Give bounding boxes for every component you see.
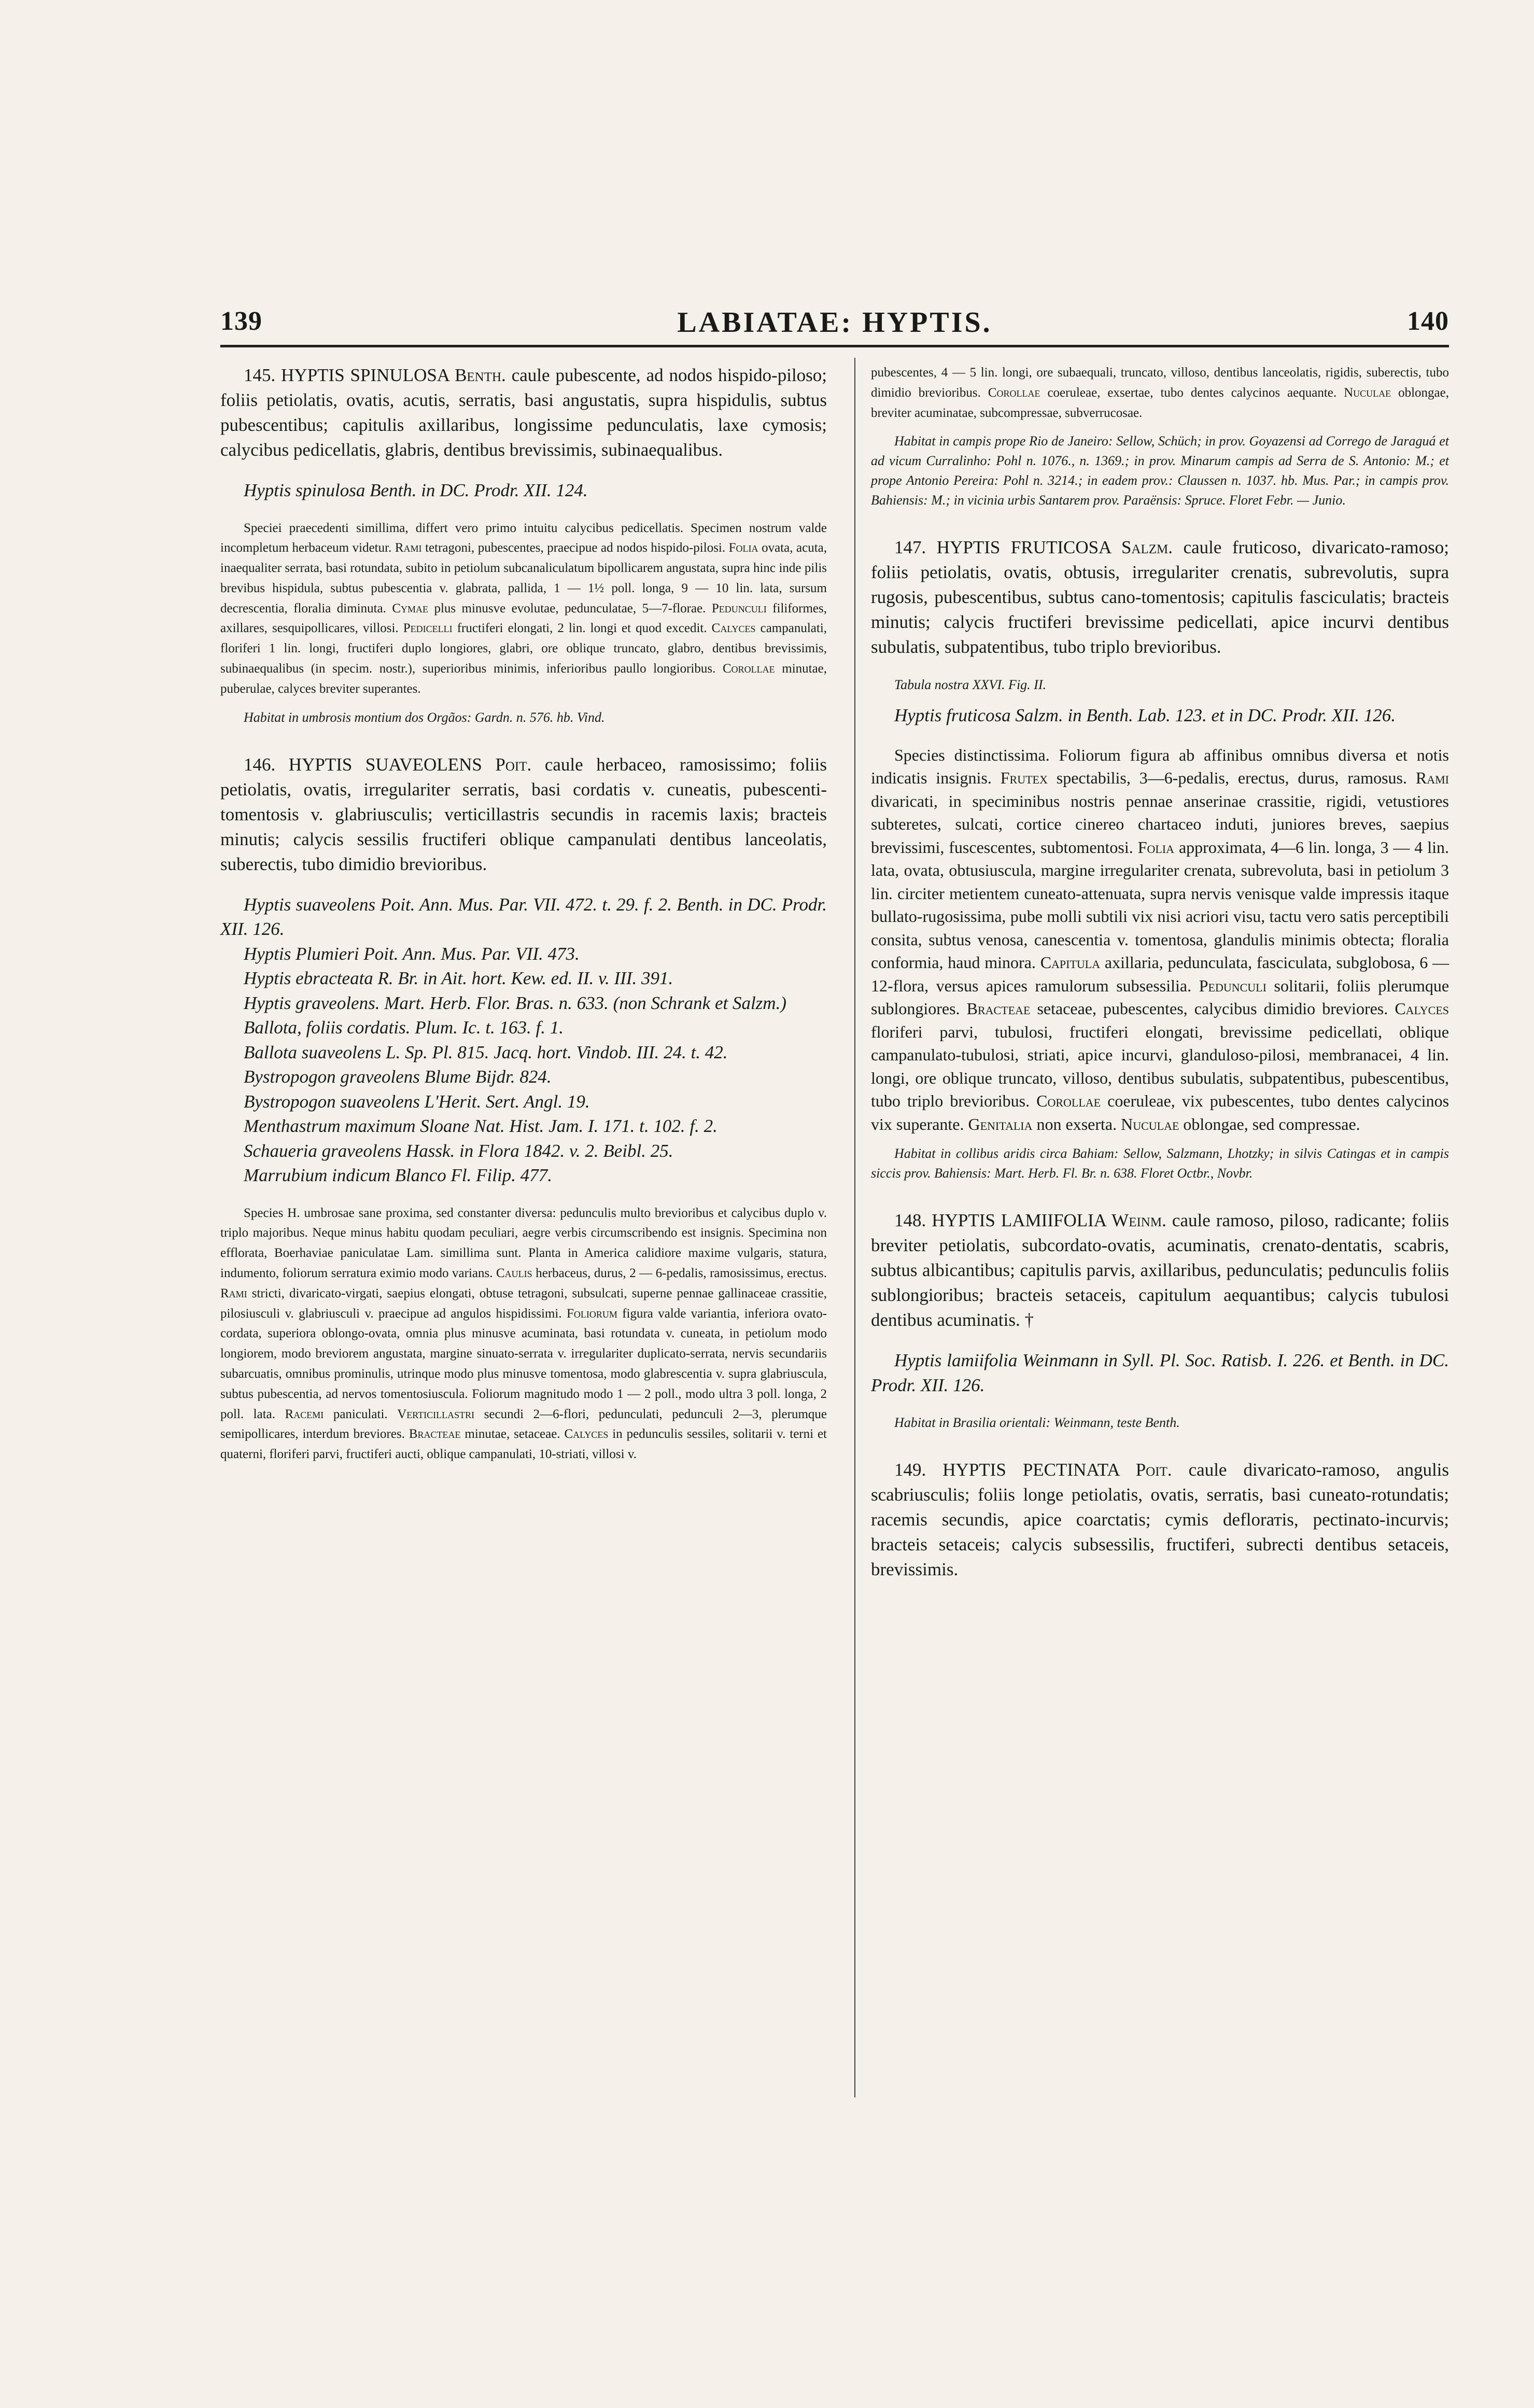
organ-label: Foliorum — [566, 1306, 617, 1321]
organ-label: Rami — [220, 1286, 247, 1300]
species-146-description — [220, 1203, 827, 1465]
species-147-head: 147. HYPTIS FRUTICOSA — [894, 537, 1111, 558]
desc-text: fructiferi elongati, 2 lin. longi et quod excedit. — [457, 621, 707, 636]
column-divider — [854, 358, 855, 2097]
synonym-citation: Hyptis Plumieri Poit. Ann. Mus. Par. VII. 473. — [244, 943, 580, 964]
desc-text: in pedunculis sessiles, solitarii v. terni et quaterni, floriferi parvi, fructiferi aucti, oblique campanulati, 10-striati, villosi v. — [220, 1427, 827, 1462]
desc-text: plus minusve evolutae, pedunculatae, 5—7-florae. — [434, 601, 706, 615]
species-149-head: 149. HYPTIS PECTINATA — [894, 1460, 1119, 1480]
species-146-description-continued — [871, 363, 1449, 423]
species-146-diagnosis — [220, 752, 827, 877]
desc-text: pubescentes, 4 — 5 lin. longi, ore subaequali, truncato, villoso, dentibus lanceolatis, rigidis, suberectis, tubo dimidio brevioribus. — [871, 366, 1449, 400]
page-header — [220, 306, 1449, 347]
species-146-author: Poit. — [495, 754, 532, 775]
species-148-head: 148. HYPTIS LAMIIFOLIA — [894, 1210, 1106, 1231]
organ-label: Caulis — [496, 1266, 532, 1281]
desc-text: coeruleae, exsertae, tubo dentes calycinos aequante. — [1047, 385, 1337, 400]
organ-label: Calyces — [711, 621, 756, 636]
organ-label: Bracteae — [409, 1427, 461, 1441]
desc-text: figura valde variantia, inferiora ovato-cordata, superiora oblongo-ovata, omnia plus minusve acuminata, basi rotundata v. cuneata, in petiolum modo longiorem, modo breviorem angustata, margine sinuato-serrata v. irregulariter duplicato-serrata, nervis secundariis subarcuatis, omnibus prominulis, utrinque modo plus minusve tomentosa, modo glabrescentia v. supra glabriuscula, subtus pubescentia, ad nervos tomentosiuscula. Foliorum magnitudo modo 1 — 2 poll., modo ultra 3 poll. longa, 2 poll. lata. — [220, 1306, 827, 1421]
organ-label: Rami — [1415, 768, 1449, 788]
synonym-citation: Bystropogon graveolens Blume Bijdr. 824. — [244, 1067, 552, 1087]
desc-text: stricti, divaricato-virgati, saepius elongati, obtuse tetragoni, subsulcati, superne pennae gallinaceae crassitie, pilosiusculi v. glabriusculi v. praecipue ad angulos hispidissimi. — [220, 1286, 827, 1321]
synonym-citation: Schaueria graveolens Hassk. in Flora 1842. v. 2. Beibl. 25. — [244, 1140, 673, 1161]
desc-text: minutae, puberulae, calyces breviter superantes. — [220, 662, 827, 696]
species-146-diagnosis-text: caule herbaceo, ramosissimo; foliis petiolatis, ovatis, irregulariter serratis, basi cordatis v. cuneatis, pubescenti-tomentosis v. glabriusculis; verticillastris secundis in racemis laxis; bracteis minutis; calycis sessilis fructiferi oblique campanulati dentibus lanceolatis, suberectis, tubo dimidio brevioribus. — [220, 754, 827, 874]
species-148-habitat: Habitat in Brasilia orientali: Weinmann, teste Benth. — [894, 1415, 1180, 1431]
desc-text: oblongae, breviter acuminatae, subcompressae, subverrucosae. — [871, 385, 1449, 420]
organ-label: Rami — [395, 541, 422, 555]
synonym-citation: Hyptis graveolens. Mart. Herb. Flor. Bras. n. 633. (non Schrank et Salzm.) — [244, 992, 786, 1013]
synonym-citation: Hyptis ebracteata R. Br. in Ait. hort. Kew. ed. II. v. III. 391. — [244, 968, 673, 989]
synonym-citation: Marrubium indicum Blanco Fl. Filip. 477. — [244, 1165, 552, 1186]
species-145-head: 145. HYPTIS SPINULOSA — [244, 365, 449, 385]
desc-text: minutae, setaceae. — [465, 1427, 560, 1441]
organ-label: Corollae — [988, 385, 1040, 400]
species-147-diagnosis — [871, 535, 1449, 660]
desc-text: herbaceus, durus, 2 — 6-pedalis, ramosissimus, erectus. — [536, 1266, 827, 1281]
species-148-author: Weinm. — [1111, 1210, 1166, 1231]
organ-label: Pedicelli — [403, 621, 453, 636]
species-145-citation: Hyptis spinulosa Benth. in DC. Prodr. XII. 124. — [244, 480, 588, 500]
organ-label: Racemi — [285, 1407, 324, 1421]
species-147-description — [871, 744, 1449, 1136]
organ-label: Nuculae — [1121, 1114, 1179, 1133]
left-page-number: 139 — [220, 306, 262, 336]
synonym-citation: Ballota suaveolens L. Sp. Pl. 815. Jacq. hort. Vindob. III. 24. t. 42. — [244, 1042, 728, 1062]
organ-label: Verticillastri — [397, 1407, 475, 1421]
desc-text: Speciei praecedenti simillima, differt vero primo intuitu calycibus pedicellatis. Specimen nostrum valde incompletum herbaceum videtur. — [220, 521, 827, 555]
running-title: LABIATAE: HYPTIS. — [677, 306, 992, 339]
species-148-diagnosis — [871, 1208, 1449, 1333]
desc-text: solitarii, foliis plerumque sublongiores. — [871, 976, 1449, 1018]
species-145-description — [220, 519, 827, 699]
species-147-habitat: Habitat in collibus aridis circa Bahiam: Sellow, Salzmann, Lhotzky; in silvis Catingas et in campis siccis prov. Bahiensis: Mart. Herb. Fl. Br. n. 638. Floret Octbr., Novbr. — [871, 1146, 1449, 1181]
organ-label: Bracteae — [966, 999, 1031, 1018]
species-146-head: 146. HYPTIS SUAVEOLENS — [244, 754, 482, 775]
organ-label: Capitula — [1040, 953, 1101, 972]
species-147-author: Salzm. — [1121, 537, 1173, 558]
species-148-citation: Hyptis lamiifolia Weinmann in Syll. Pl. Soc. Ratisb. I. 226. et Benth. in DC. Prodr. XII. 126. — [871, 1350, 1449, 1395]
species-147-plate-reference: Tabula nostra XXVI. Fig. II. — [894, 677, 1046, 693]
desc-text: oblongae, sed compressae. — [1183, 1114, 1360, 1133]
desc-text: axillaria, pedunculata, fasciculata, subglobosa, 6 — 12-flora, versus apices ramulorum subsessilia. — [871, 953, 1449, 995]
desc-text: campanulati, floriferi 1 lin. longi, fructiferi duplo longiores, glabri, ore oblique truncato, glabro, dentibus brevissimis, subinaequalibus (in specim. nostr.), superioribus minimis, inferioribus paullo longioribus. — [220, 621, 827, 676]
species-145-habitat: Habitat in umbrosis montium dos Orgãos: Gardn. n. 576. hb. Vind. — [244, 709, 605, 725]
right-column — [871, 363, 1449, 1582]
desc-text: floriferi parvi, tubulosi, fructiferi elongati, brevissime pedicellati, oblique campanulato-tubulosi, striati, apice incurvi, glanduloso-pilosi, membranacei, 4 lin. longi, ore oblique truncato, villoso, dentibus subulatis, subpatentibus, pubescentibus, tubo triplo brevioribus. — [871, 1022, 1449, 1111]
species-147-diagnosis-text: caule fruticoso, divaricato-ramoso; foliis petiolatis, ovatis, obtusis, irregulariter crenatis, subrevolutis, supra rugosis, pubescentibus, subtus cano-tomentosis; capitulis fasciculatis; bracteis minutis; calycis fructiferi brevissime pedicellati, apice incurvi dentibus subulatis, subpatentibus, tubo triplo brevioribus. — [871, 537, 1449, 657]
desc-text: Species H. umbrosae sane proxima, sed constanter diversa: pedunculis multo brevioribus et calycibus duplo v. triplo majoribus. Neque minus habitu quodam peculiari, aegre verbis circumscribendo est insignis. Specimina non efflorata, Boerhaviae paniculatae Lam. simillima sunt. Planta in America calidiore maxime vulgaris, statura, indumento, foliorum serratura eximio modo varians. — [220, 1206, 827, 1281]
species-146-synonymy — [220, 892, 827, 1188]
synonym-citation: Hyptis suaveolens Poit. Ann. Mus. Par. VII. 472. t. 29. f. 2. Benth. in DC. Prodr. XII. 126. — [220, 894, 827, 940]
desc-text: coeruleae, vix pubescentes, tubo dentes calycinos vix superante. — [871, 1091, 1449, 1133]
synonym-citation: Menthastrum maximum Sloane Nat. Hist. Jam. I. 171. t. 102. f. 2. — [244, 1116, 717, 1137]
species-146-habitat: Habitat in campis prope Rio de Janeiro: Sellow, Schüch; in prov. Goyazensi ad Corrego de Jaraguá et ad vicum Curralinho: Pohl n. 1076., n. 1369.; in prov. Minarum campis ad Serra de S. Antonio: M.; et prope Antonio Pereira: Pohl n. 3214.; in eadem prov.: Claussen n. 1037. hb. Mus. Par.; in campis prov. Bahiensis: M.; in vicinia urbis Santarem prov. Paraënsis: Spruce. Floret Febr. — Junio. — [871, 433, 1449, 508]
organ-label: Pedunculi — [711, 601, 767, 615]
desc-text: divaricati, in speciminibus nostris pennae anserinae crassitie, rigidi, vetustiores subteretes, sulcati, cortice cinereo chartaceo induti, juniores breves, saepius brevissimi, fuscescentes, subtomentosi. — [871, 791, 1449, 857]
desc-text: spectabilis, 3—6-pedalis, erectus, durus, ramosus. — [1056, 768, 1407, 788]
desc-text: setaceae, pubescentes, calycibus dimidio breviores. — [1037, 999, 1388, 1018]
species-149-diagnosis — [871, 1458, 1449, 1582]
organ-label: Corollae — [722, 662, 775, 676]
species-149-diagnosis-text: caule divaricato-ramoso, angulis scabriusculis; foliis longe petiolatis, ovatis, serratis, basi cuneato-rotundatis; racemis secundis, apice coarctatis; cymis deflorатis, pectinato-incurvis; bracteis setaceis; calycis subsessilis, fructiferi, subrecti dentibus setaceis, brevissimis. — [871, 1460, 1449, 1580]
species-145-diagnosis-text: caule pubescente, ad nodos hispido-piloso; foliis petiolatis, ovatis, acutis, serratis, basi angustatis, supra hispidulis, subtus pubescentibus; capitulis axillaribus, longissime pedunculatis, laxe cymosis; calycibus pedicellatis, glabris, dentibus brevissimis, subinaequalibus. — [220, 365, 827, 460]
right-page-number: 140 — [1407, 306, 1449, 336]
species-147-citation: Hyptis fruticosa Salzm. in Benth. Lab. 123. et in DC. Prodr. XII. 126. — [894, 705, 1396, 726]
organ-label: Folia — [1137, 837, 1175, 857]
organ-label: Pedunculi — [1199, 976, 1266, 995]
desc-text: tetragoni, pubescentes, praecipue ad nodos hispido-pilosi. — [425, 541, 726, 555]
organ-label: Folia — [728, 541, 758, 555]
organ-label: Frutex — [1000, 768, 1048, 788]
left-column — [220, 363, 827, 1465]
species-145-author: Benth. — [455, 365, 506, 385]
desc-text: ovata, acuta, inaequaliter serrata, basi rotundata, subito in petiolum subcanaliculatum bipollicarem angustata, supra hinc inde pilis brevibus hispidula, subtus pubescentia v. glabrata, pallida, 1 — 1½ poll. longa, 9 — 10 lin. lata, sursum decrescentia, floralia diminuta. — [220, 541, 827, 615]
synonym-citation: Bystropogon suaveolens L'Herit. Sert. Angl. 19. — [244, 1091, 590, 1112]
desc-text: approximata, 4—6 lin. longa, 3 — 4 lin. lata, ovata, obtusiuscula, margine irregulariter crenata, subrevoluta, basi in petiolum 3 lin. circiter metientem cuneato-attenuata, supra nervis venisque valde impressis itaque bullato-rugosissima, pube molli subtili vix nisi acriori visu, tactu vero satis perceptibili consita, subtus venosa, canescentia v. tomentosa, glandulis minimis obtecta; floralia conformia, haud minora. — [871, 837, 1449, 972]
species-148-diagnosis-text: caule ramoso, piloso, radicante; foliis breviter petiolatis, subcordato-ovatis, acuminatis, crenato-dentatis, scabris, subtus albicantibus; capitulis parvis, axillaribus, pedunculatis; pedunculis foliis sublongioribus; bracteis setaceis, capitulum aequantibus; calycis tubulosi dentibus acuminatis. — [871, 1210, 1449, 1331]
organ-label: Cymae — [392, 601, 429, 615]
desc-text: non exserta. — [1036, 1114, 1117, 1133]
synonym-citation: Ballota, foliis cordatis. Plum. Ic. t. 163. f. 1. — [244, 1017, 564, 1038]
desc-text: secundi 2—6-flori, pedunculati, pedunculi 2—3, plerumque semipollicares, interdum breviores. — [220, 1407, 827, 1441]
species-145-diagnosis — [220, 363, 827, 463]
organ-label: Nuculae — [1344, 385, 1391, 400]
organ-label: Corollae — [1036, 1091, 1101, 1111]
organ-label: Genitalia — [968, 1114, 1033, 1133]
header-rule — [220, 345, 1449, 347]
species-149-author: Poit. — [1135, 1460, 1172, 1480]
desc-text: paniculati. — [333, 1407, 388, 1421]
dagger-mark: † — [1024, 1310, 1034, 1331]
desc-text: filiformes, axillares, sesquipollicares, villosi. — [220, 601, 827, 636]
desc-text: Species distinctissima. Foliorum figura ab affinibus omnibus diversa et notis indicatis insignis. — [871, 745, 1449, 788]
organ-label: Calyces — [1395, 999, 1449, 1018]
organ-label: Calyces — [564, 1427, 609, 1441]
